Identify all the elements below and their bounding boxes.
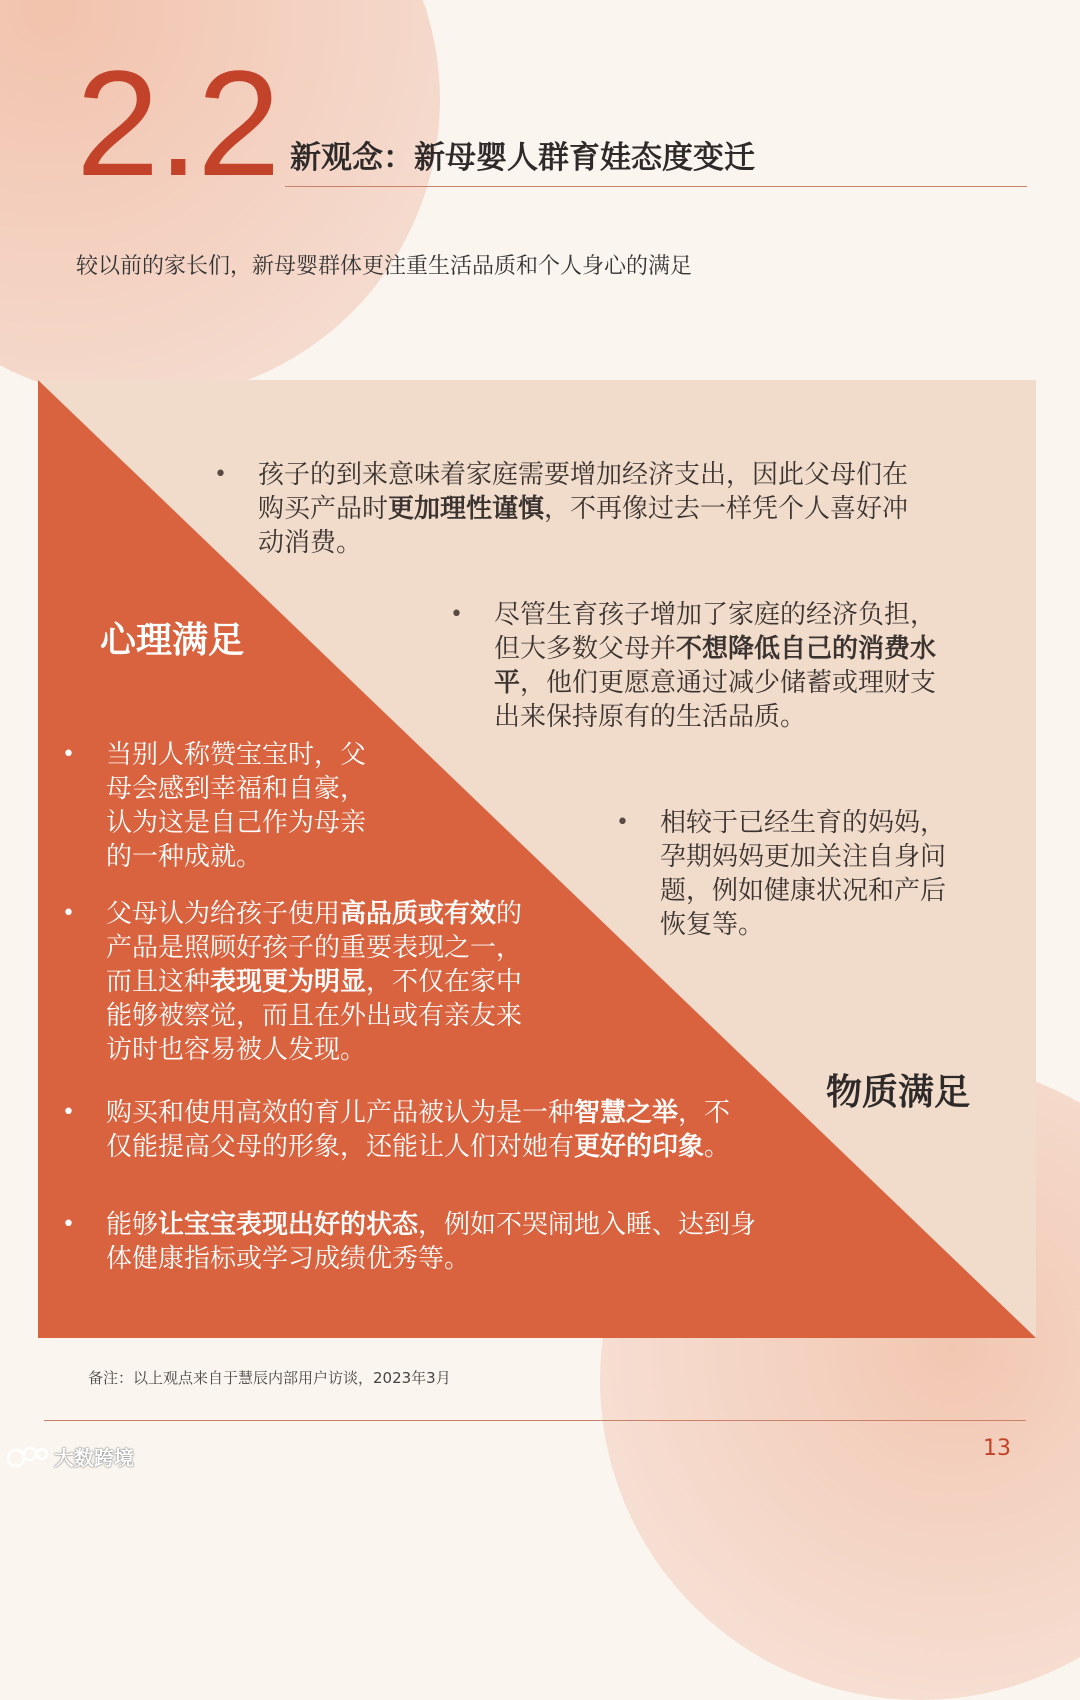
bullet-dot-icon: • — [214, 462, 227, 487]
psychological-point-1: • 当别人称赞宝宝时，父 母会感到幸福和自豪， 认为这是自己作为母亲 的一种成就。 — [62, 740, 367, 872]
page-number: 13 — [983, 1436, 1011, 1461]
section-title: 新观念：新母婴人群育娃态度变迁 — [290, 140, 755, 176]
material-point-2: • 尽管生育孩子增加了家庭的经济负担， 但大多数父母并不想降低自己的消费水 平，他们更愿意通过减少储蓄或理财支 出来保持原有的生活品质。 — [450, 600, 937, 732]
bullet-dot-icon: • — [616, 810, 629, 835]
page-subtitle: 较以前的家长们，新母婴群体更注重生活品质和个人身心的满足 — [76, 254, 693, 279]
source-note: 备注：以上观点来自于慧辰内部用户访谈，2023年3月 — [88, 1369, 451, 1387]
psychological-point-4: • 能够让宝宝表现出好的状态，例如不哭闹地入睡、达到身 体健康指标或学习成绩优秀等。 — [62, 1210, 757, 1274]
material-point-3: • 相较于已经生育的妈妈， 孕期妈妈更加关注自身问 题，例如健康状况和产后 恢复等。 — [616, 808, 947, 940]
bullet-dot-icon: • — [62, 1100, 75, 1125]
footer-divider — [44, 1420, 1026, 1421]
watermark-logo-icon — [6, 1444, 50, 1470]
label-psychological: 心理满足 — [100, 620, 245, 661]
bullet-dot-icon: • — [62, 1212, 75, 1237]
material-point-1: • 孩子的到来意味着家庭需要增加经济支出，因此父母们在 购买产品时更加理性谨慎，不再像过去一样凭个人喜好冲 动消费。 — [214, 460, 909, 558]
label-material: 物质满足 — [826, 1072, 971, 1113]
psychological-point-2: • 父母认为给孩子使用高品质或有效的 产品是照顾好孩子的重要表现之一， 而且这种表现更为明显，不仅在家中 能够被察觉，而且在外出或有亲友来 访时也容易被人发现。 — [62, 899, 523, 1065]
title-divider — [285, 186, 1027, 187]
bullet-dot-icon: • — [62, 742, 75, 767]
watermark — [6, 1442, 134, 1471]
bullet-dot-icon: • — [62, 901, 75, 926]
bullet-dot-icon: • — [450, 602, 463, 627]
section-number: 2.2 — [76, 39, 279, 207]
watermark-text: 大数跨境 — [54, 1446, 134, 1470]
psychological-point-3: • 购买和使用高效的育儿产品被认为是一种智慧之举，不 仅能提高父母的形象，还能让人们对她有更好的印象。 — [62, 1098, 731, 1162]
